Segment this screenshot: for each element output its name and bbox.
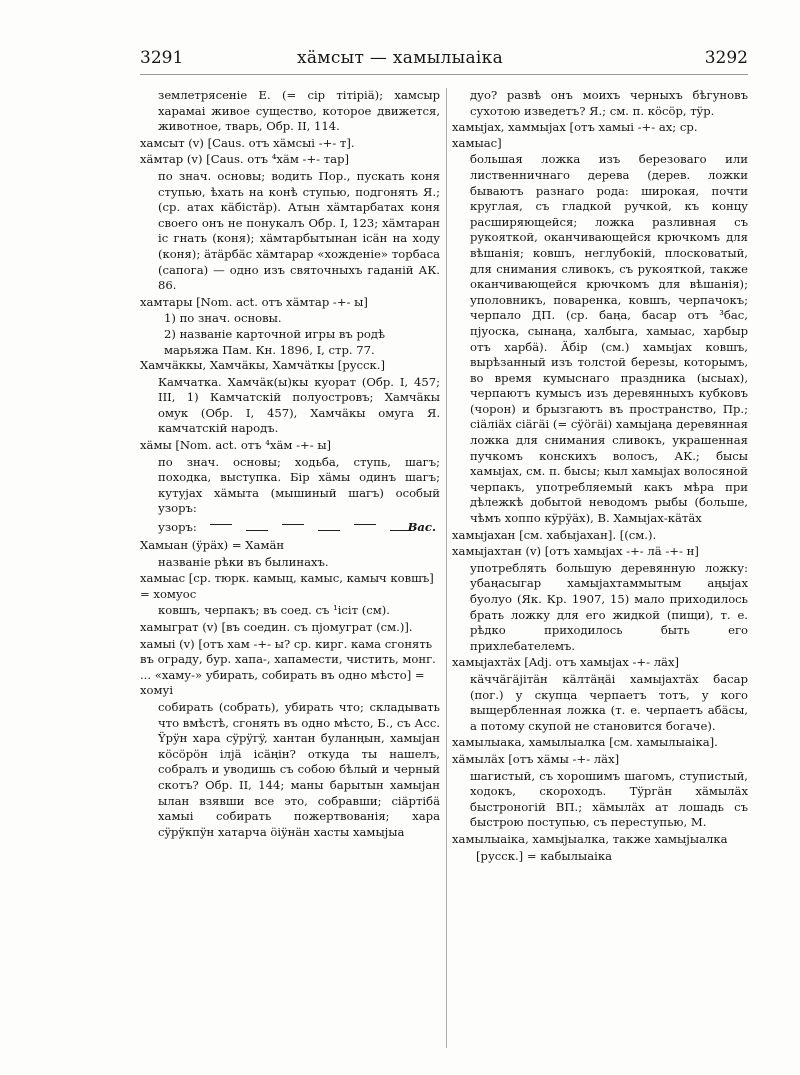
page-number-left: 3291: [140, 48, 184, 68]
right-column: [452, 88, 748, 864]
definition-text: по знач. основы; водить Пор., пускать коня ступью, ѣхать на конѣ ступью, подгонять Я.; (ср. атах кäбiстäр). Атын хäмтарбатах коня своего онъ не понукалъ Обр. I, 123; хäмтаран iс гнать (коня); хäмтарбытынан iсäн на ходу (коня); äтäрбäс хäмтарар «хожденiе» торбаса (сапога) — одно изъ святочныхъ гаданiй АК. 86.: [158, 168, 440, 293]
dictionary-headword: хамылыака, хамылыалка [см. хамылыаiка].: [452, 735, 718, 750]
definition-text: большая ложка изъ березоваго или лиственничнаго дерева (дерев. ложки бываютъ разнаго рода: широкая, почти круглая, съ гладкой ручкой, къ концу расширяющейся; ложка разливная съ рукояткой, оканчивающейся крючкомъ для вѣшанiя; ковшъ, неглубокiй, плосковатый, для снимания сливокъ, съ рукояткой, также оканчивающейся крючкомъ для вѣшанiя); уполовникъ, поваренка, ковшъ, черпачокъ; черпало ДП. (ср. баңа, басар отъ ³бас, пjуоска, сынаңа, халбыга, хамыас, харбыр отъ харбä). Äбiр (см.) хамыjах ковшъ, вырѣзанный изъ толстой березы, которымъ, во время кумыснаго праздника (ысыах), черпаютъ кумысъ изъ деревянныхъ кубковъ (чорон) и брызгаютъ въ пространство, Пр.; сiäлiäх сiäгäi (= сÿöгäi) хамыjаңа деревянная ложка для снимания сливокъ, украшенная пучкомъ конскихъ волосъ, АК.; бысы хамыjах, см. п. бысы; кыл хамыjах волосяной черпакъ, употребляемый какъ мѣра при дѣлежкѣ добытой неводомъ рыбы (больше, чѣмъ хоппо кÿрÿäх), В. Хамыjах-кäтäх: [470, 152, 748, 526]
dictionary-headword: хамыграт (v) [въ соедин. съ пjомуграт (см.)].: [140, 620, 413, 634]
dictionary-headword: Хамыан (ÿрäх) = Хамäн: [140, 538, 285, 553]
definition-text: ковшъ, черпакъ; въ соед. съ ¹iсiт (см).: [158, 603, 390, 618]
sense-item: 1) по знач. основы.: [164, 311, 282, 326]
definition-text: дуо? развѣ онъ моихъ черныхъ бѣгуновъ сухотою изведетъ? Я.; см. п. кöсöр, тÿр.: [470, 88, 748, 118]
dictionary-headword: хäмтар (v) [Caus. отъ ⁴хäм -+- тар]: [140, 152, 350, 167]
definition-text: Камчатка. Хамчäк(ы)кы куорат (Обр. I, 457; III, 1) Камчатскiй полуостровъ; Хамчäкы омук (Обр. I, 457), Хамчäкы омуга Я. камчатскiй народъ.: [158, 374, 440, 436]
dictionary-headword: хамыjахтäх [Adj. отъ хамыjах -+- лäх]: [452, 655, 680, 670]
left-column: [140, 88, 440, 841]
definition-text: названiе рѣки въ былинахъ.: [158, 554, 329, 569]
page-number-right: 3292: [704, 48, 748, 68]
dictionary-headword: хамыjахан [см. хабыjахан]. [(см.).: [452, 527, 657, 542]
definition-text: употреблять большую деревянную ложку: убаңасыгар хамыjахтаммытым аңыjах буолуо (Як. Кр. 1907, 15) мало приходилось брать ложку для его жидкой (пищи), т. е. рѣдко приходилось быть его прихлебателемъ.: [470, 560, 748, 653]
dictionary-headword: хамылыаiка, хамыjыалка, также хамыjыалка: [452, 831, 728, 846]
pattern-dash: [246, 530, 268, 531]
ornament-pattern: [158, 518, 440, 536]
sense-item: [русск.] = кабылыаiка: [476, 848, 613, 863]
dictionary-headword: хамтары [Nom. act. отъ хäмтар -+- ы]: [140, 294, 368, 309]
running-head: хäмсыт — хамылыаiка: [296, 48, 504, 68]
dictionary-headword: Хамчäккы, Хамчäкы, Хамчäткы [русск.]: [140, 358, 385, 373]
dictionary-headword: хамыjахтан (v) [отъ хамыjах -+- лä -+- н]: [452, 544, 699, 559]
dictionary-headword: хамыjах, хаммыjах [отъ хамыi -+- ах; ср. хамыас]: [452, 120, 698, 150]
definition-text: по знач. основы; ходьба, ступь, шагъ; походка, выступка. Бiр хäмы одинъ шагъ; кутуjах хäмыта (мышиный шагъ) особый узоръ:: [158, 454, 440, 516]
dictionary-headword: хäмылäх [отъ хäмы -+- лäх]: [452, 751, 620, 766]
page-header: [0, 42, 800, 78]
dictionary-headword: хамыi (v) [отъ хам -+- ы? ср. кирг. кама сгонять въ ограду, бур. хапа-, хапамести, чистить, монг. ... «хаму-» убирать, собирать въ одно мѣсто] = хомуi: [140, 636, 436, 698]
definition-text: кäччäгäjiтäн кäлтäңäi хамыjахтäх басар (пог.) у скупца черпаетъ тотъ, у кого выщербленная ложка (т. е. черпаетъ абäсы, а потому скупой не становится богаче).: [470, 671, 748, 733]
column-separator: [446, 88, 447, 1048]
definition-text: собирать (собрать), убирать что; складывать что вмѣстѣ, сгонять въ одно мѣсто, Б., съ Асс. Ÿрÿн хара сÿрÿгÿ, хантан буланңын, хамыjан кöсöрöн iлjä iсäңiн? откуда ты нашелъ, собралъ и уводишь съ собою бѣлый и черный скотъ? Обр. II, 144; маны барытын хамыjан ылан взявши все это, собравши; сiäртiбä хамыi собирать пожертвованiя; хара сÿрÿкпÿн хатарча öiÿнäн хасты хамыjыа: [158, 699, 440, 839]
dictionary-headword: хамсыт (v) [Caus. отъ хäмсыi -+- т].: [140, 135, 355, 150]
dictionary-headword: хамыас [ср. тюрк. камыц, камыс, камыч ковшъ] = хомуос: [140, 571, 434, 601]
dictionary-headword: хäмы [Nom. act. отъ ⁴хäм -+- ы]: [140, 438, 332, 453]
definition-text: землетрясенiе Е. (= сiр тiтiрiä); хамсыр харамаi живое существо, которое движется, животное, тварь, Обр. II, 114.: [158, 88, 440, 134]
pattern-label: узоръ:: [158, 520, 197, 535]
pattern-dash: [282, 524, 304, 525]
sense-item: 2) названiе карточной игры въ родѣ марьяжа Пам. Кн. 1896, I, стр. 77.: [164, 326, 385, 357]
pattern-dash: [210, 524, 232, 525]
pattern-source: Вас.: [407, 520, 436, 535]
pattern-dash: [318, 530, 340, 531]
header-rule: [140, 74, 748, 75]
definition-text: шагистый, съ хорошимъ шагомъ, ступистый, ходокъ, скороходъ. Тÿргäн хäмылäх быстроногiй ВП.; хäмылäх ат лошадь съ быстрою поступью, съ переступью, М.: [470, 768, 748, 830]
pattern-dash: [354, 524, 376, 525]
